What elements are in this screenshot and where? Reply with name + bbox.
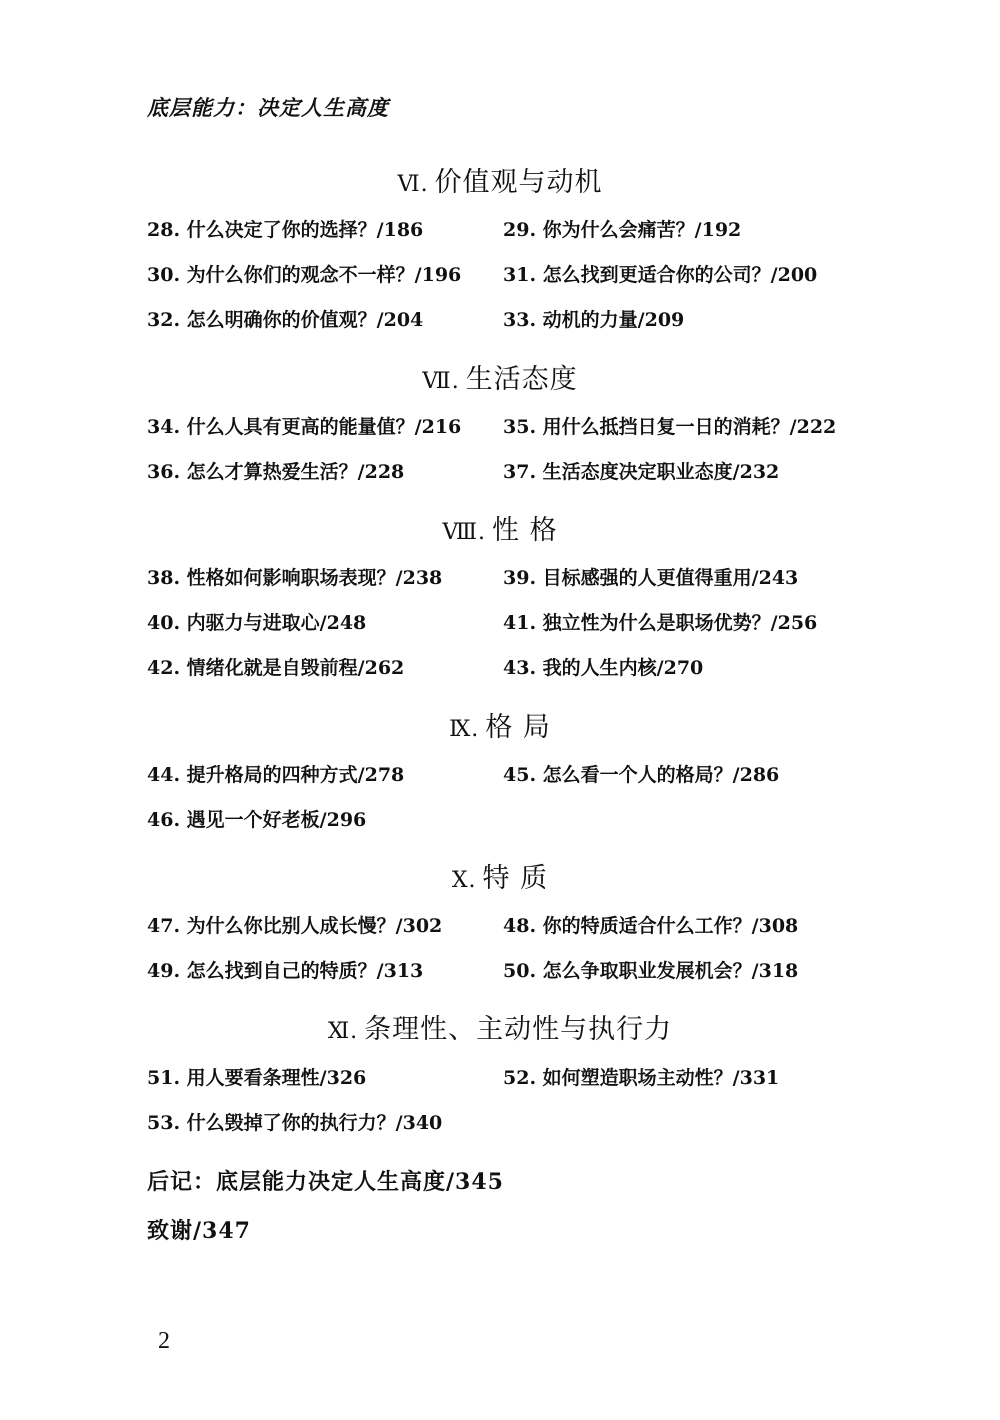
toc-entry-36[interactable]: 36. 怎么才算热爱生活？/228 [147,461,405,483]
toc-entry-51[interactable]: 51. 用人要看条理性/326 [147,1067,367,1089]
section-title-text: 价值观与动机 [434,167,603,198]
page-number: 2 [158,1328,170,1354]
section-title-9 [0,705,1000,744]
toc-entry-50[interactable]: 50. 怎么争取职业发展机会？/318 [503,960,799,982]
section-title-11 [0,1007,1000,1046]
toc-entry-52[interactable]: 52. 如何塑造职场主动性？/331 [503,1067,780,1089]
section-title-10 [0,856,1000,895]
toc-entry-53[interactable]: 53. 什么毁掉了你的执行力？/340 [147,1112,443,1134]
section-number: Ⅺ. [327,1019,359,1044]
section-title-7 [0,357,1000,396]
toc-entry-acknowledgements[interactable]: 致谢/347 [147,1218,251,1244]
toc-entry-30[interactable]: 30. 为什么你们的观念不一样？/196 [147,264,462,286]
toc-entry-28[interactable]: 28. 什么决定了你的选择？/186 [147,219,424,241]
toc-entry-47[interactable]: 47. 为什么你比别人成长慢？/302 [147,915,443,937]
section-number: Ⅶ. [422,369,460,394]
toc-entry-48[interactable]: 48. 你的特质适合什么工作？/308 [503,915,799,937]
toc-entry-40[interactable]: 40. 内驱力与进取心/248 [147,612,367,634]
toc-entry-37[interactable]: 37. 生活态度决定职业态度/232 [503,461,780,483]
toc-entry-33[interactable]: 33. 动机的力量/209 [503,309,685,331]
toc-entry-afterword[interactable]: 后记：底层能力决定人生高度/345 [147,1169,504,1195]
toc-entry-31[interactable]: 31. 怎么找到更适合你的公司？/200 [503,264,818,286]
section-title-6 [0,160,1000,199]
section-number: Ⅷ. [442,520,487,545]
section-number: Ⅸ. [449,717,480,742]
section-number: Ⅵ. [397,172,429,197]
toc-entry-35[interactable]: 35. 用什么抵挡日复一日的消耗？/222 [503,416,837,438]
toc-entry-34[interactable]: 34. 什么人具有更高的能量值？/216 [147,416,462,438]
section-title-text: 性 格 [492,515,558,546]
toc-entry-29[interactable]: 29. 你为什么会痛苦？/192 [503,219,742,241]
section-number: Ⅹ. [451,868,477,893]
section-title-8 [0,508,1000,547]
toc-entry-39[interactable]: 39. 目标感强的人更值得重用/243 [503,567,799,589]
toc-entry-49[interactable]: 49. 怎么找到自己的特质？/313 [147,960,424,982]
toc-entry-43[interactable]: 43. 我的人生内核/270 [503,657,704,679]
section-title-text: 格 局 [485,712,551,743]
toc-entry-38[interactable]: 38. 性格如何影响职场表现？/238 [147,567,443,589]
toc-entry-46[interactable]: 46. 遇见一个好老板/296 [147,809,367,831]
toc-entry-32[interactable]: 32. 怎么明确你的价值观？/204 [147,309,424,331]
section-title-text: 特 质 [482,863,549,894]
toc-entry-42[interactable]: 42. 情绪化就是自毁前程/262 [147,657,405,679]
section-title-text: 生活态度 [465,364,578,395]
toc-entry-44[interactable]: 44. 提升格局的四种方式/278 [147,764,405,786]
section-title-text: 条理性、主动性与执行力 [364,1014,673,1045]
toc-entry-45[interactable]: 45. 怎么看一个人的格局？/286 [503,764,780,786]
running-header: 底层能力：决定人生高度 [147,96,389,120]
toc-entry-41[interactable]: 41. 独立性为什么是职场优势？/256 [503,612,818,634]
